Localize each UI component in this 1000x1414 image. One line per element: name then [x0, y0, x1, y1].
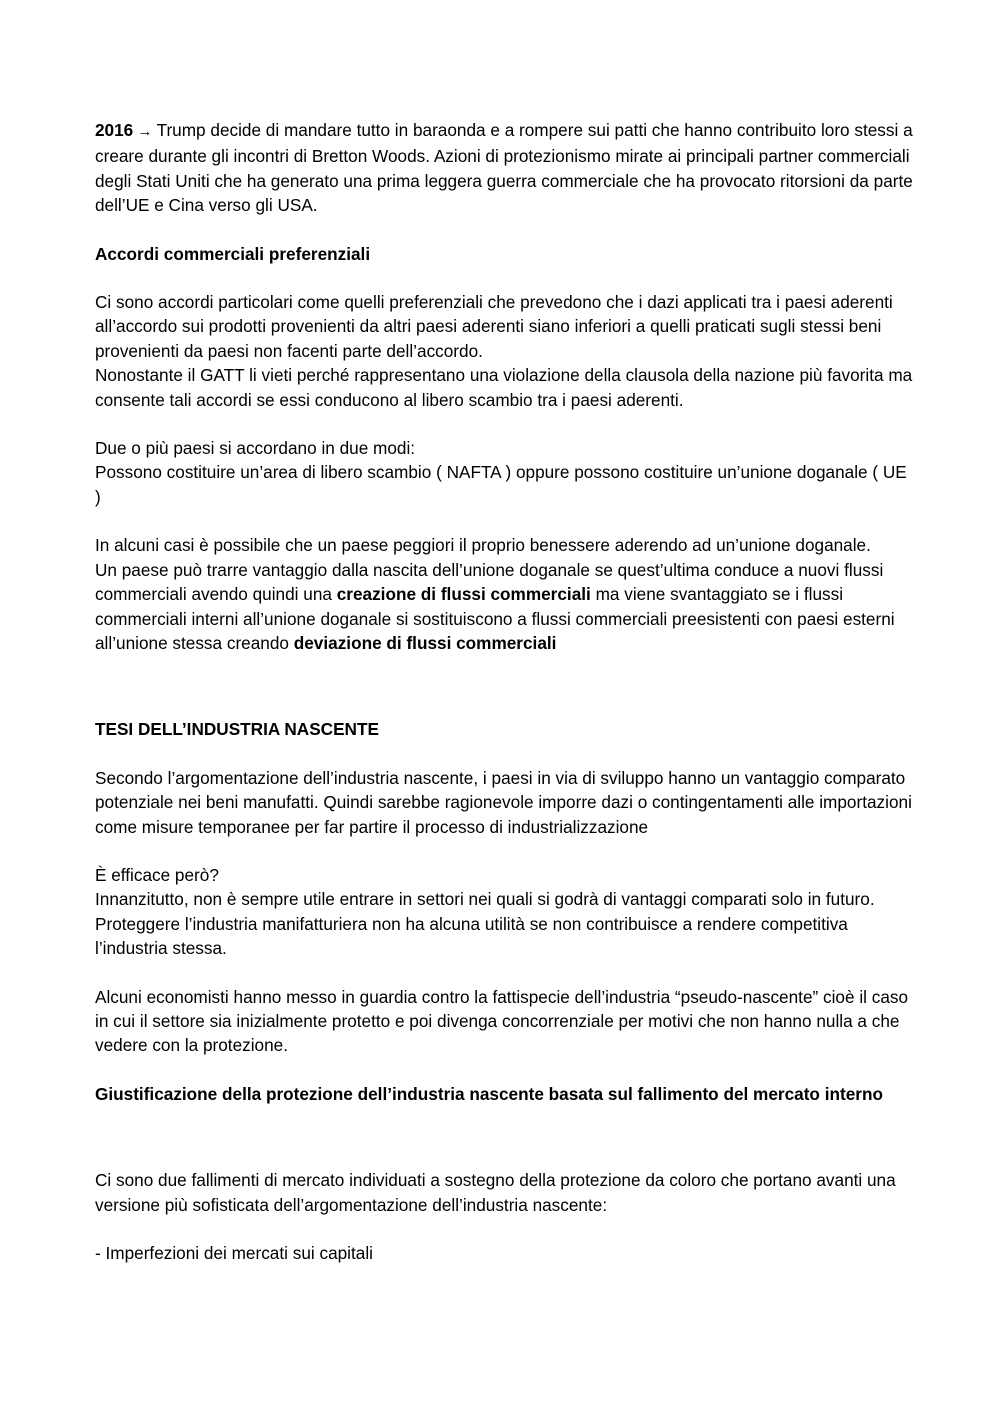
paragraph-accordi: Ci sono accordi particolari come quelli preferenziali che prevedono che i dazi applicati tra i paesi aderenti all’accordo sui prodotti provenienti da altri paesi aderenti siano inferiori a quelli praticati sugli stessi beni provenienti da paesi non facenti parte dell’accordo. [95, 292, 893, 361]
paragraph-area-libero-scambio: Possono costituire un’area di libero scambio ( NAFTA ) oppure possono costituire un’unione doganale ( UE ) [95, 462, 907, 507]
paragraph-gatt: Nonostante il GATT li vieti perché rappresentano una violazione della clausola della nazione più favorita ma consente tali accordi se essi conducono al libero scambio tra i paesi aderenti. [95, 365, 913, 410]
heading-giustificazione: Giustificazione della protezione dell’industria nascente basata sul fallimento del mercato interno [95, 1083, 883, 1104]
paragraph-fallimenti: Ci sono due fallimenti di mercato individuati a sostegno della protezione da coloro che portano avanti una versione più sofisticata dell’argomentazione dell’industria nascente: [95, 1170, 896, 1215]
paragraph-flussi-commerciali [95, 558, 915, 656]
arrow-icon: → [133, 123, 157, 140]
paragraph-2016 [95, 118, 915, 218]
creazione-flussi-term: creazione di flussi commerciali [336, 584, 591, 605]
paragraph-2016-text: Trump decide di mandare tutto in baraonda e a rompere sui patti che hanno contribuito loro stessi a creare durante gli incontri di Bretton Woods. Azioni di protezionismo mirate ai principali partner commerciali degli Stati Uniti che ha generato una prima leggera guerra commerciale che ha provocato ritorsioni da parte dell’UE e Cina verso gli USA. [95, 120, 913, 216]
paragraph-benessere: In alcuni casi è possibile che un paese peggiori il proprio benessere aderendo ad un’unione doganale. [95, 535, 871, 556]
paragraph-efficace: È efficace però? [95, 864, 219, 885]
deviazione-flussi-term: deviazione di flussi commerciali [293, 632, 557, 653]
paragraph-due-modi: Due o più paesi si accordano in due modi: [95, 438, 416, 459]
paragraph-pseudo-nascente: Alcuni economisti hanno messo in guardia contro la fattispecie dell’industria “pseudo-nascente” cioè il caso in cui il settore sia inizialmente protetto e poi divenga concorrenziale per motivi che non hanno nulla a che vedere con la protezione. [95, 986, 909, 1056]
heading-accordi-commerciali: Accordi commerciali preferenziali [95, 243, 371, 264]
heading-tesi-industria-nascente: TESI DELL’INDUSTRIA NASCENTE [95, 719, 379, 740]
flussi-text-c: ma viene svantaggiato se i flussi commerciali interni all’unione doganale si sostituiscono a flussi commerciali preesistenti con paesi esterni all’unione stessa creando [95, 584, 895, 653]
paragraph-innanzitutto: Innanzitutto, non è sempre utile entrare in settori nei quali si godrà di vantaggi comparati solo in futuro. Proteggere l’industria manifatturiera non ha alcuna utilità se non contribuisce a rendere competitiva l’industria stessa. [95, 889, 875, 959]
list-item-imperfezioni: - Imperfezioni dei mercati sui capitali [95, 1243, 373, 1263]
paragraph-argomentazione: Secondo l’argomentazione dell’industria nascente, i paesi in via di sviluppo hanno un vantaggio comparato potenziale nei beni manufatti. Quindi sarebbe ragionevole imporre dazi o contingentamenti alle importazioni come misure temporanee per far partire il processo di industrializzazione [95, 767, 912, 837]
document-page [95, 118, 915, 1265]
flussi-text-a: Un paese può trarre vantaggio dalla nascita dell’unione doganale se quest’ultima conduce a nuovi flussi commerciali avendo quindi una [95, 559, 884, 605]
year-label: 2016 [95, 120, 134, 140]
